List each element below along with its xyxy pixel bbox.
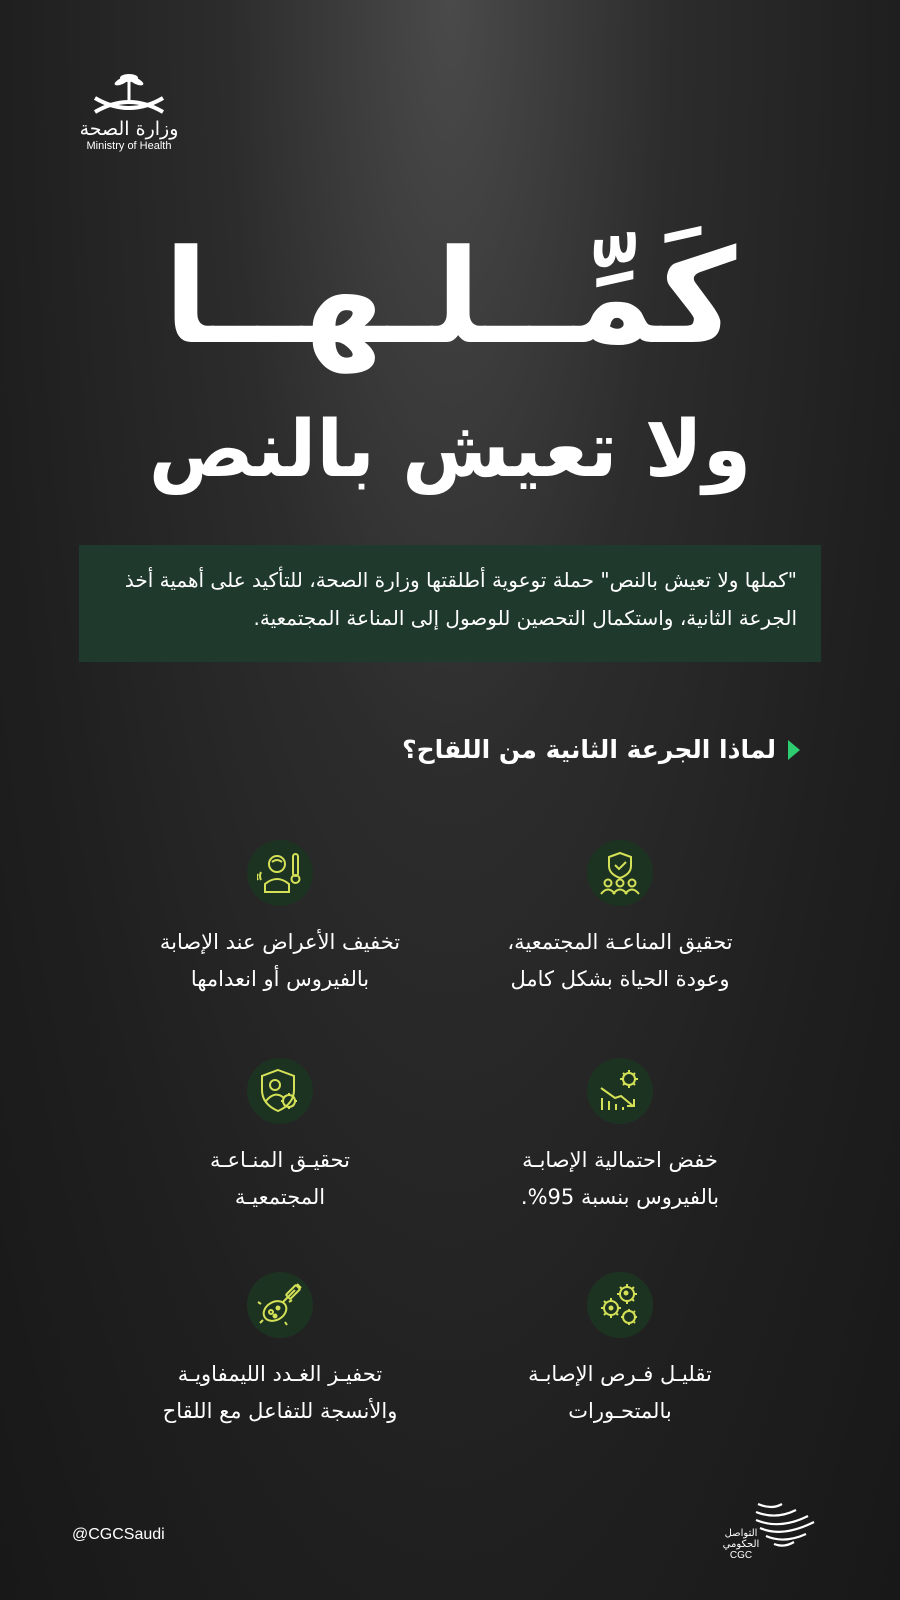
section-title — [402, 735, 800, 764]
benefit-item — [110, 1272, 450, 1430]
benefit-icon-circle — [587, 1272, 653, 1338]
logo-english-text: Ministry of Health — [86, 140, 172, 152]
benefit-item — [450, 1272, 790, 1430]
benefit-text — [110, 1142, 450, 1216]
benefit-item — [110, 1058, 450, 1216]
logo-arabic-text: وزارة الصحة — [79, 118, 179, 140]
intro-text: "كملها ولا تعيش بالنص" حملة توعوية أطلقتها وزارة الصحة، للتأكيد على أهمية أخذ الجرعة الثانية، واستكمال التحصين للوصول إلى المناعة المجتمعية. — [124, 568, 797, 630]
headline-secondary: ولا تعيش بالنص — [148, 405, 752, 495]
shield-person-virus-icon — [257, 1068, 303, 1114]
benefit-text — [450, 1356, 790, 1430]
intro-box — [79, 545, 821, 662]
benefit-icon-circle — [587, 840, 653, 906]
social-handle: @CGCSaudi — [72, 1526, 165, 1543]
benefit-icon-circle — [587, 1058, 653, 1124]
benefit-line: خفض احتمالية الإصابـة — [522, 1148, 718, 1172]
benefit-text — [450, 924, 790, 998]
benefit-line: والأنسجة للتفاعل مع اللقاح — [162, 1399, 398, 1423]
virus-decline-chart-icon — [597, 1068, 643, 1114]
cgc-text-line: التواصل — [724, 1528, 758, 1539]
benefit-text — [110, 924, 450, 998]
benefit-line: بالفيروس أو انعدامها — [190, 967, 370, 991]
benefit-item — [450, 1058, 790, 1216]
benefit-line: تخفيف الأعراض عند الإصابة — [159, 930, 401, 954]
benefit-text — [110, 1356, 450, 1430]
benefit-text — [450, 1142, 790, 1216]
benefit-icon-circle — [247, 840, 313, 906]
benefit-line: بالمتحـورات — [568, 1399, 672, 1423]
benefit-line: تحقيـق المنـاعـة — [210, 1148, 350, 1172]
benefit-line: وعودة الحياة بشكل كامل — [510, 967, 730, 991]
benefit-icon-circle — [247, 1272, 313, 1338]
syringe-cell-icon — [257, 1282, 303, 1328]
benefit-icon-circle — [247, 1058, 313, 1124]
section-title-text: لماذا الجرعة الثانية من اللقاح؟ — [402, 735, 776, 764]
cgc-logo — [716, 1500, 826, 1570]
cgc-text — [716, 1528, 766, 1561]
benefit-line: تحفيـز الغـدد الليمفاويـة — [177, 1362, 383, 1386]
shield-people-icon — [597, 850, 643, 896]
benefit-item — [450, 840, 790, 998]
benefit-item — [110, 840, 450, 998]
person-thermometer-icon — [257, 850, 303, 896]
palm-swords-emblem-icon — [89, 72, 169, 116]
ministry-of-health-logo — [74, 72, 184, 152]
virus-cluster-icon — [597, 1282, 643, 1328]
benefit-line: تحقيق المناعـة المجتمعية، — [507, 930, 733, 954]
benefit-line: المجتمعيـة — [234, 1185, 326, 1209]
cgc-text-line: الحكومي — [722, 1539, 760, 1550]
headline-primary: كَمِّــلـهــا — [163, 221, 737, 373]
cgc-text-line: CGC — [729, 1550, 753, 1561]
benefit-line: بالفيروس بنسبة 95%. — [520, 1185, 720, 1209]
benefit-line: تقليـل فـرص الإصابـة — [528, 1362, 712, 1386]
triangle-bullet-icon — [788, 740, 800, 760]
